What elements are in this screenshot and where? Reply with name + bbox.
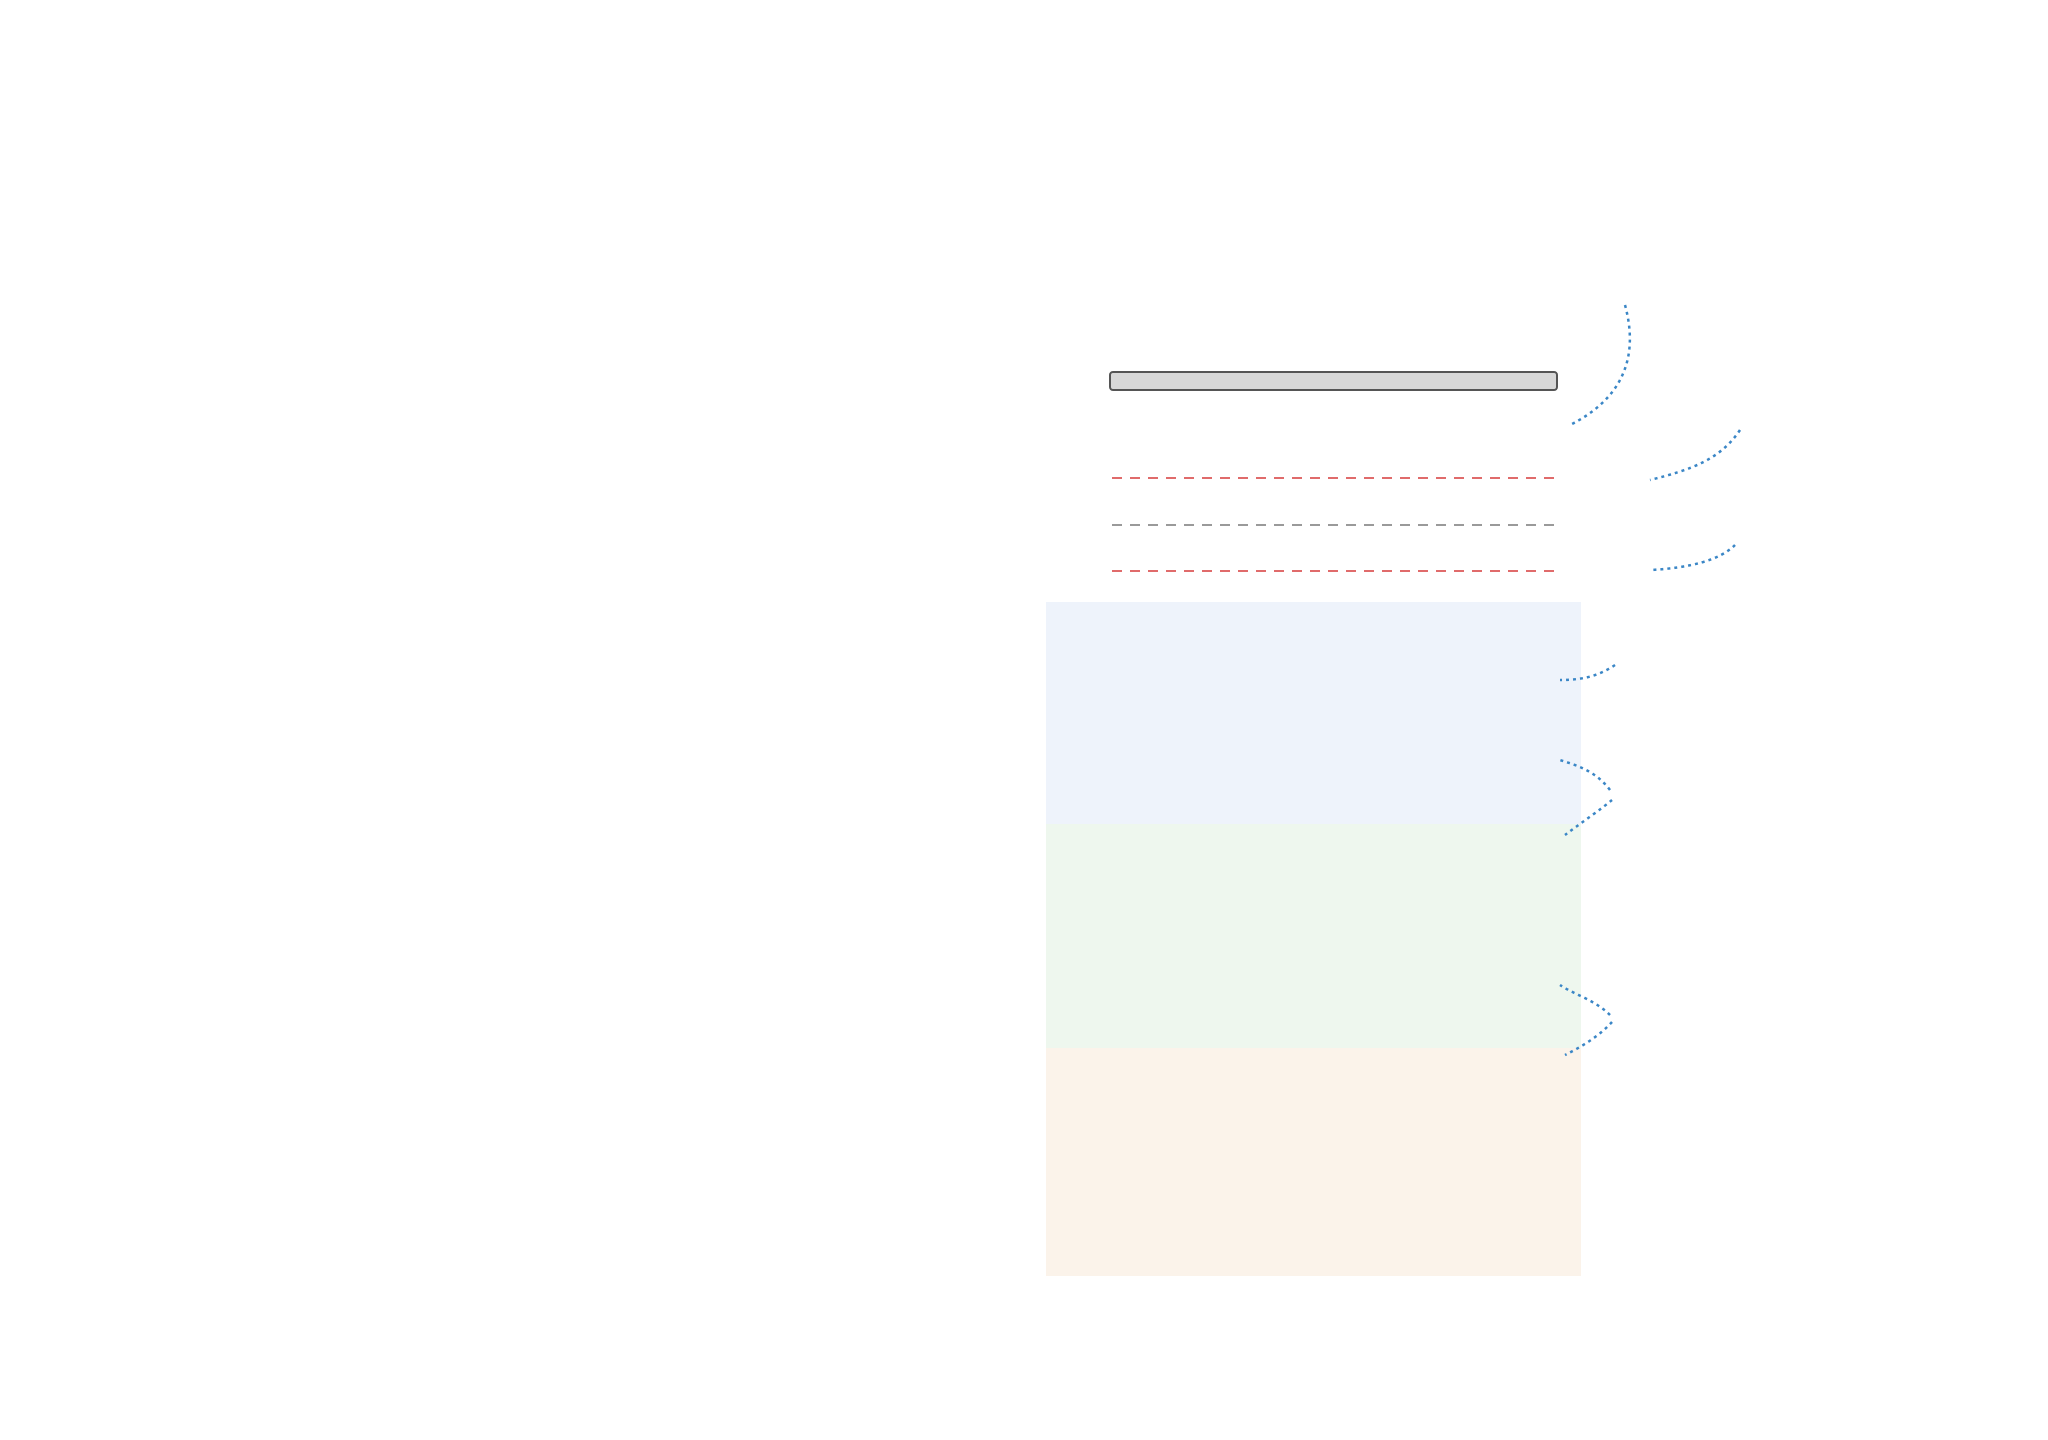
pointer-below	[1650, 545, 1735, 570]
velocity-panel	[1046, 824, 1581, 1048]
acceleration-panel	[1046, 1048, 1581, 1276]
level-lines	[1112, 478, 1560, 571]
pointer-period	[1570, 305, 1630, 425]
position-panel	[1046, 602, 1581, 824]
annotation-pointers	[1560, 305, 1740, 1055]
ceiling-bar	[1110, 372, 1557, 390]
pointer-above	[1650, 430, 1740, 480]
